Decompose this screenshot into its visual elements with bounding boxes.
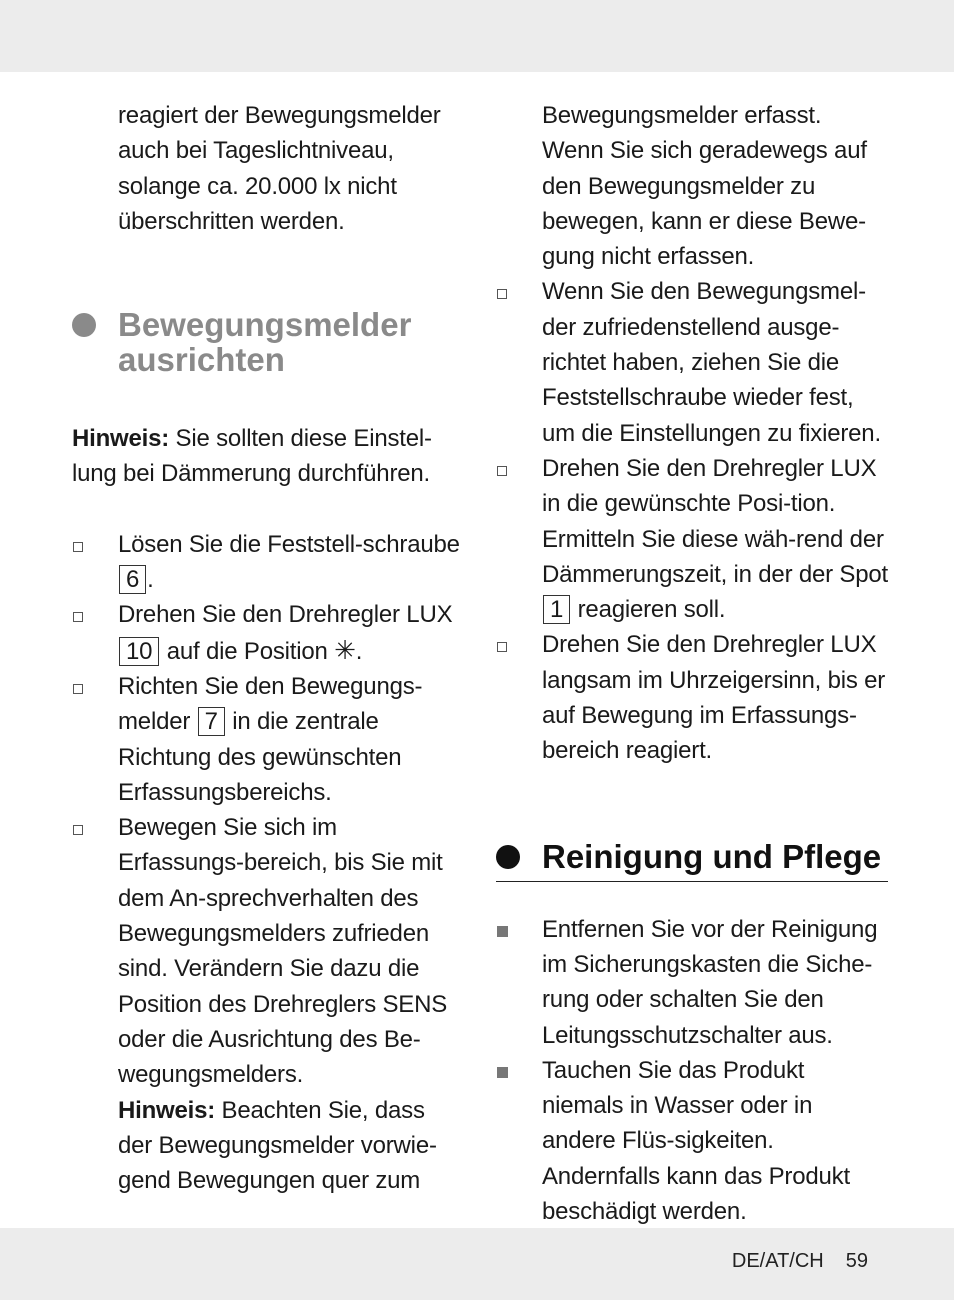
checkbox-bullet-icon — [73, 542, 83, 552]
item-text: Wenn Sie den Bewegungsmel-der zufriedenstellend ausge-richtet haben, ziehen Sie die Feststellschraube wieder fest, um die Einstellungen zu fixieren. — [542, 278, 881, 447]
item-text: Richten Sie den Bewegungs-melder — [118, 672, 423, 736]
item-text: Bewegen Sie sich im Erfassungs-bereich, bis Sie mit dem An-sprechverhalten des Bewegungsmelders zufrieden sind. Verändern Sie dazu die Position des Drehreglers SENS oder die Ausrichtung des Be-wegungsmelders. — [118, 814, 448, 1089]
hint-text: Sie sollten diese Einstel-lung bei Dämmerung durchführen. — [72, 425, 432, 488]
part-ref: 7 — [198, 707, 225, 736]
hint-paragraph — [72, 421, 462, 492]
section-dot-icon — [72, 313, 96, 337]
square-bullet-icon — [497, 926, 508, 937]
part-ref: 1 — [543, 595, 570, 624]
part-ref: 6 — [119, 565, 146, 594]
list-item — [72, 597, 462, 669]
care-heading: Reinigung und Pflege — [542, 837, 882, 875]
hint-label: Hinweis: — [118, 1096, 216, 1124]
list-item — [72, 527, 462, 598]
intro-paragraph: reagiert der Bewegungsmelder auch bei Tageslichtniveau, solange ca. 20.000 lx nicht überschritten werden. — [118, 102, 441, 235]
continued-paragraph: Bewegungsmelder erfasst. Wenn Sie sich geradewegs auf den Bewegungsmelder zu bewegen, kann er diese Bewe-gung nicht erfassen. — [542, 102, 867, 271]
checkbox-bullet-icon — [497, 466, 507, 476]
item-hint — [118, 1093, 462, 1199]
page-number: 59 — [845, 1250, 868, 1272]
heading-line-1: Bewegungsmelder — [118, 306, 412, 344]
square-bullet-icon — [497, 1067, 508, 1078]
list-item — [72, 669, 462, 810]
sun-icon: ✳ — [334, 634, 356, 665]
item-text-after: . — [147, 566, 154, 594]
list-item — [496, 1053, 888, 1229]
item-text-end: . — [355, 637, 363, 665]
care-list — [496, 912, 888, 1230]
page-footer — [732, 1250, 868, 1273]
hint-text: Beachten Sie, dass der Bewegungsmelder vorwie-gend Bewegungen quer zum — [118, 1096, 437, 1195]
top-band — [0, 0, 954, 72]
checkbox-bullet-icon — [73, 684, 83, 694]
list-item — [496, 627, 888, 768]
hint-label: Hinweis: — [72, 425, 170, 453]
instruction-list-right — [496, 274, 888, 768]
item-text: Tauchen Sie das Produkt niemals in Wasser oder in andere Flüs-sigkeiten. Andernfalls kann das Produkt beschädigt werden. — [542, 1056, 850, 1226]
item-text: Lösen Sie die Feststell-schraube — [118, 530, 460, 558]
item-text: Drehen Sie den Drehregler LUX — [118, 601, 453, 629]
checkbox-bullet-icon — [73, 612, 83, 622]
item-text-after: auf die Position — [160, 637, 335, 665]
section-dot-icon — [496, 845, 520, 869]
heading-line-2: ausrichten — [118, 341, 285, 379]
right-column — [496, 98, 888, 1229]
item-text: Drehen Sie den Drehregler LUX in die gewünschte Posi-tion. Ermitteln Sie diese wäh-rend der Dämmerungszeit, in der der Spot — [542, 454, 888, 588]
checkbox-bullet-icon — [497, 289, 507, 299]
region-label: DE/AT/CH — [731, 1250, 824, 1272]
checkbox-bullet-icon — [73, 825, 83, 835]
section-heading-care — [496, 837, 888, 882]
list-item — [496, 451, 888, 627]
item-text-after: reagieren soll. — [571, 596, 726, 624]
part-ref: 10 — [119, 637, 159, 666]
list-item — [496, 274, 888, 450]
checkbox-bullet-icon — [497, 642, 507, 652]
item-text: Entfernen Sie vor der Reinigung im Sicherungskasten die Siche-rung oder schalten Sie den Leitungsschutzschalter aus. — [542, 915, 878, 1049]
list-item — [496, 912, 888, 1053]
item-text-after: in die zentrale Richtung des gewünschten Erfassungsbereichs. — [118, 708, 402, 806]
item-text: Drehen Sie den Drehregler LUX langsam im Uhrzeigersinn, bis er auf Bewegung im Erfassungs-bereich reagiert. — [542, 631, 886, 765]
left-column — [72, 98, 462, 1198]
list-item — [72, 810, 462, 1198]
section-heading-align — [72, 307, 462, 377]
instruction-list — [72, 527, 462, 1199]
